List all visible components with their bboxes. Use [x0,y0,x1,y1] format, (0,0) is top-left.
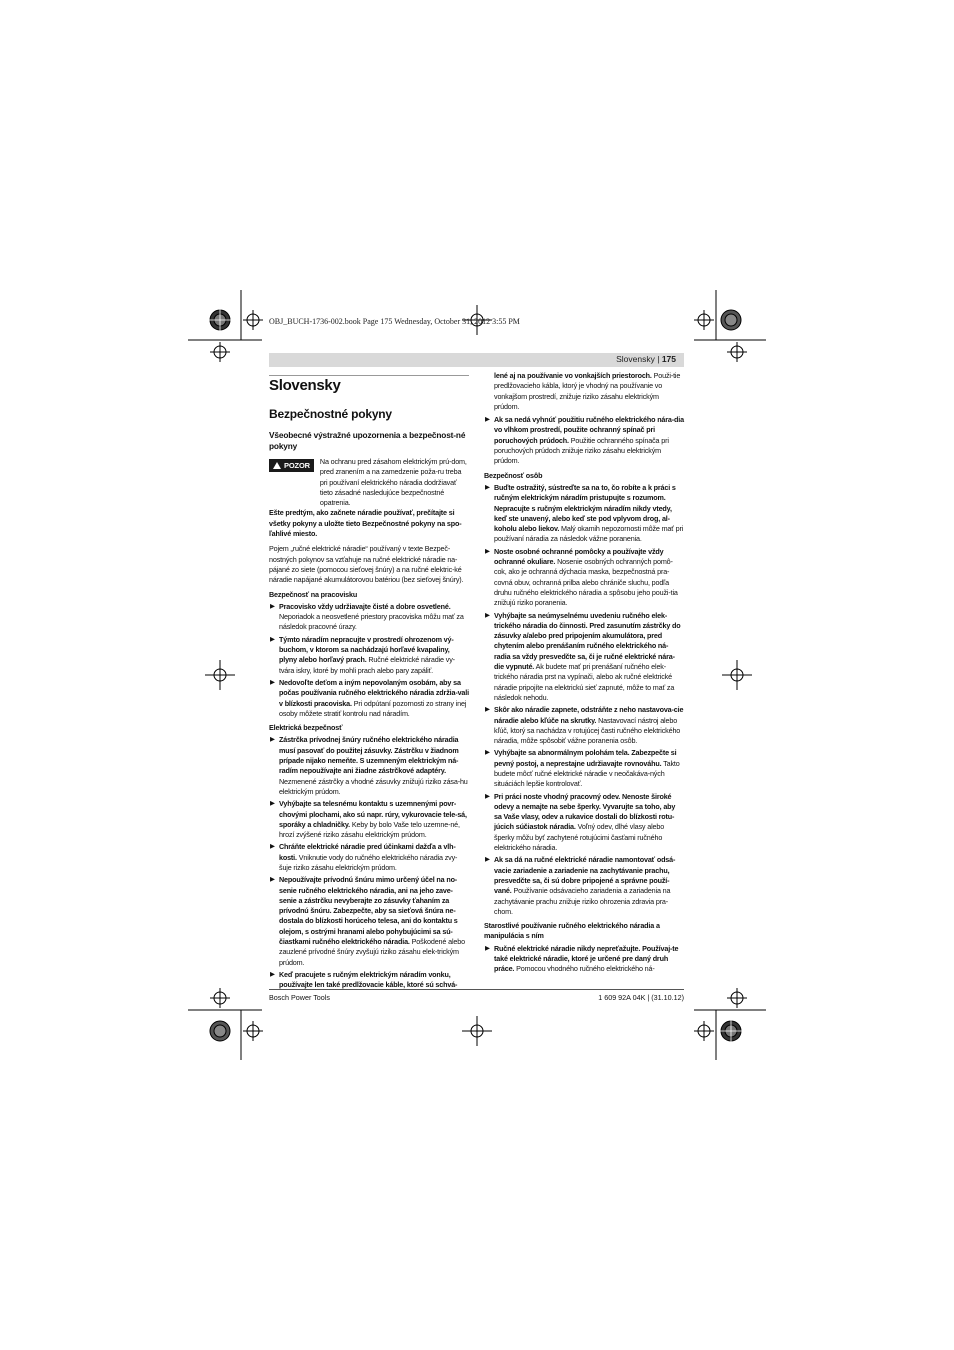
item-bold-text: Nedovoľte deťom a iným nepovolaným osobám, aby sa počas používania ručného elektrického náradia zdržia-vali v blízkosti pracoviska. [279,677,469,708]
electrical-safety-list [269,735,469,990]
intro-text: Pojem „ručné elektrické náradie“ používaný v texte Bezpeč-nostných pokynov sa vzťahuje na ručné elektrické náradie na-pájané zo siete (pomocou sieťovej šnúry) a na ručné elektric-ké náradie napájané akumulátorovou batériou (bez sieťovej šnúry). [269,544,464,585]
bullet-arrow-icon: ▶ [270,876,275,884]
bullet-arrow-icon: ▶ [485,547,490,555]
bullet-arrow-icon: ▶ [485,944,490,952]
bullet-arrow-icon: ▶ [485,483,490,491]
item-bold-text: Buďte ostražitý, sústreďte sa na to, čo robíte a k práci s ručným elektrickým náradím pristupujte s rozumom. Nepracujte s ručným elektrickým náradím nikdy vtedy, keď ste unavený, alebo keď ste pod vplyvom drog, al-koholu alebo liekov. [494,482,676,534]
list-item [484,611,684,704]
item-bold-text: Nepoužívajte prívodnú šnúru mimo určený účel na no-senie ručného elektrického náradia, ani na jeho zave-senie a zástrčku nevyberajte zo zásuvky ťahaním za prívodnú šnúru. Zabezpečte, aby sa sieťová šnúra ne-dostala do blízkosti horúceho telesa, ani do kontaktu s olejom, s ostrými hranami alebo pohybujúcimi sa sú-čiastkami ručného elektrického náradia. [279,875,458,947]
item-text: Ručné elektrické náradie vy-tvára iskry, ktoré by mohli prach alebo pary zapáliť. [279,655,455,675]
electrical-safety-list-2 [484,415,684,466]
item-text: Nastavovací nástroj alebo kľúč, ktorý sa nachádza v rotujúcej časti ručného elektrického náradia, môže spôsobiť vážne poranenia osôb. [494,715,681,746]
electrical-safety-heading: Elektrická bezpečnosť [269,723,343,733]
column-left [269,376,469,993]
list-item [484,705,684,746]
item-bold-text: Týmto náradím nepracujte v prostredí ohrozenom vý-buchom, v ktorom sa nachádzajú horľavé kvapaliny, plyny alebo horľavý prach. [279,634,454,665]
intro-bold: Ešte predtým, ako začnete náradie používať, prečítajte si všetky pokyny a uložte tieto Bezpečnostné pokyny na spo-ľahlivé miesto. [269,508,462,539]
bullet-arrow-icon: ▶ [485,611,490,619]
list-item [269,842,469,873]
bullet-arrow-icon: ▶ [270,800,275,808]
item-bold-text: Pracovisko vždy udržiavajte čisté a dobre osvetlené. [279,601,451,611]
page-title: Slovensky [269,377,341,394]
warning-triangle-icon [273,462,281,469]
bullet-arrow-icon: ▶ [270,843,275,851]
list-item [484,748,684,789]
warning-badge [269,459,314,472]
list-item [484,944,684,975]
item-text: Použitie ochranného spínača pri poruchových prúdoch znižuje riziko zásahu elektrickým prúdom. [494,435,669,466]
item-text: Keby by bolo Vaše telo uzemne-né, hrozí zvýšené riziko zásahu elektrickým prúdom. [279,819,460,840]
item-text: Takto budete môcť ručné elektrické náradie v neočakáva-ných situáciách lepšie kontrolovať. [494,758,680,789]
item-bold-text: Ručné elektrické náradie nikdy nepreťažujte. Používaj-te také elektrické náradie, ktoré je určené pre daný druh práce. [494,943,679,974]
item-bold-text: Vyhýbajte sa neúmyselnému uvedeniu ručného elek-trického náradia do činnosti. Pred zasunutím zástrčky do zásuvky a/alebo pred pripojením akumulátora, pred chytením alebo prenášaním ručného elektrického ná-radia sa vždy presvedčte sa, či je ručné elektrické nára-die vypnuté. [494,610,681,672]
footer-brand: Bosch Power Tools [269,993,330,1002]
bullet-arrow-icon: ▶ [270,635,275,643]
bullet-arrow-icon: ▶ [485,749,490,757]
item-bold-text: Vyhýbajte sa abnormálnym polohám tela. Zabezpečte si pevný postoj, a neprestajne udržiavajte rovnováhu. [494,748,677,768]
item-text: Nezmenené zástrčky a vhodné zásuvky znižujú riziko zása-hu elektrickým prúdom. [279,776,468,796]
item-bold-text: Vyhýbajte sa telesnému kontaktu s uzemnenými povr-chovými plochami, ako sú napr. rúry, vykurovacie tele-sá, sporáky a chladničky. [279,799,467,829]
item-bold-text: Keď pracujete s ručným elektrickým náradím vonku, používajte len také predlžovacie káble, ktoré sú schvá- [279,969,458,990]
header-separator: | [654,354,662,364]
item-bold-text: Chráňte elektrické náradie pred účinkami dažďa a vlh-kosti. [279,842,456,862]
footer-docnum: 1 609 92A 04K | (31.10.12) [598,993,684,1002]
item-text: Voľný odev, dlhé vlasy alebo šperky môžu byť zachytené rotujúcimi časťami ručného elektrického náradia. [494,822,665,853]
bullet-arrow-icon: ▶ [270,736,275,744]
list-item [484,483,684,545]
header-language: Slovensky [616,354,655,364]
bullet-arrow-icon: ▶ [270,602,275,610]
warning-block [269,457,469,508]
bullet-arrow-icon: ▶ [485,416,490,424]
list-item [269,602,469,633]
list-item [269,678,469,719]
item-text: Pri odpútaní pozornosti zo strany inej osoby môžete stratiť kontrolu nad náradím. [279,698,467,718]
bullet-arrow-icon: ▶ [485,792,490,800]
continued-item [484,371,684,412]
item-text: Nosenie osobných ochranných pomô-cok, ako je ochranná dýchacia maska, bezpečnostná pra-covná obuv, ochranná prilba alebo chrániče sluchu, podľa druhu ručného elektrického náradia a spôsobu jeho použi-tia znižujú riziko poranenia. [494,557,678,608]
list-item [269,875,469,968]
column-right [484,371,684,977]
item-bold-text: Noste osobné ochranné pomôcky a používajte vždy ochranné okuliare. [494,546,664,567]
item-text: Malý okamih nepozornosti môže mať pri používaní náradia za následok vážne poranenia. [494,524,684,544]
item-bold-text: Zástrčka prívodnej šnúry ručného elektrického náradia musí pasovať do použitej zásuvky. Zástrčku v žiadnom prípade nijako nemeňte. S uzemneným elektrickým ná-radím nepoužívajte ani žiadne zástrčkové adaptéry. [279,735,459,776]
item-bold-text: Ak sa dá na ručné elektrické náradie namontovať odsá-vacie zariadenie a zariadenie na zachytávanie prachu, presvedčte sa, či sú dobre pripojené a správne použí-vané. [494,855,676,896]
page-header [616,354,676,364]
item-text: Neporiadok a neosvetlené priestory pracoviska môžu mať za následok pracovné úrazy. [279,612,464,632]
warning-text: Na ochranu pred zásahom elektrickým prú-dom, pred zranením a na zamedzenie poža-ru treba pri používaní elektrického náradia dodržiavať tieto zásadné nasledujúce bezpečnostné opatrenia. [319,457,467,508]
item-text: Vniknutie vody do ručného elektrického náradia zvy-šuje riziko zásahu elektrickým prúdom. [279,852,458,872]
personal-safety-heading: Bezpečnosť osôb [484,470,543,480]
work-safety-heading: Bezpečnosť na pracovisku [269,589,358,599]
continued-bold: lené aj na používanie vo vonkajších priestoroch. [494,371,652,380]
continued-text: Použi-tie predlžovacieho kábla, ktorý je vhodný na používanie vo vonkajšom prostredí, znižuje riziko zásahu elektrickým prúdom. [494,371,681,411]
page-number: 175 [661,354,676,364]
section-heading: Bezpečnostné pokyny [269,407,392,421]
item-bold-text: Ak sa nedá vyhnúť použitiu ručného elektrického nára-dia vo vlhkom prostredí, použite ochranný spínač pri poruchových prúdoch. [494,415,684,445]
item-text: Pomocou vhodného ručného elektrického ná- [514,964,655,974]
bullet-arrow-icon: ▶ [270,678,275,686]
warning-label: POZOR [284,461,310,470]
list-item [269,970,469,991]
item-bold-text: Pri práci noste vhodný pracovný odev. Nenoste široké odevy a nemajte na sebe šperky. Vyvarujte sa toho, aby sa Vaše vlasy, odev a rukavice dostali do blízkosti rotu-júcich súčiastok náradia. [494,791,676,832]
item-text: Poškodené alebo zauzlené prívodné šnúry zvyšujú riziko zásahu elek-trickým prúdom. [279,937,465,967]
list-item [269,735,469,797]
list-item [484,547,684,609]
list-item [269,799,469,840]
list-item [269,635,469,676]
item-text: Ak budete mať pri prenášaní ručného elek-trického náradia prst na vypínači, alebo ak ručné elektrické náradie pripojíte na elektrickú sieť zapnuté, môže to mať za následok nehodu. [494,662,675,702]
subsection-heading: Všeobecné výstražné upozornenia a bezpečnost-né pokyny [269,430,466,451]
page-header-bar [269,353,684,367]
list-item [484,792,684,854]
bullet-arrow-icon: ▶ [485,706,490,714]
list-item [484,415,684,466]
bullet-arrow-icon: ▶ [270,970,275,978]
tool-care-heading: Starostlivé používanie ručného elektrického náradia a manipulácia s ním [484,921,660,941]
list-item [484,855,684,917]
footer-rule [269,989,684,990]
tool-care-list [484,944,684,975]
personal-safety-list [484,483,684,917]
bullet-arrow-icon: ▶ [485,856,490,864]
work-safety-list [269,602,469,719]
item-text: Používanie odsávacieho zariadenia a zariadenia na zachytávanie prachu znižuje riziko ohrozenia zdravia pra-chom. [494,886,671,916]
print-slug: OBJ_BUCH-1736-002.book Page 175 Wednesday, October 31, 2012 3:55 PM [269,317,520,326]
item-bold-text: Skôr ako náradie zapnete, odstráňte z neho nastavova-cie náradie alebo kľúče na skrutky. [494,705,684,725]
